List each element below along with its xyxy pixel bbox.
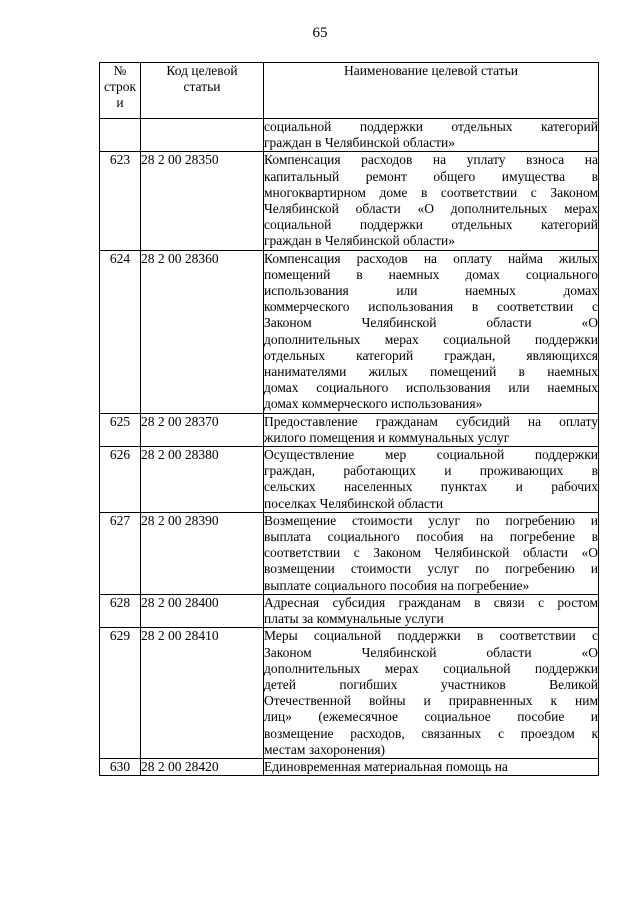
target-name-line: сельских населенных пунктах и рабочих bbox=[264, 479, 598, 495]
table-header-row bbox=[100, 63, 599, 119]
target-name bbox=[264, 758, 599, 775]
target-name-line: дополнительных мерах социальной поддержки bbox=[264, 660, 598, 676]
target-name bbox=[264, 413, 599, 446]
target-name-line: поселках Челябинской области bbox=[264, 495, 444, 511]
target-name-line: Меры социальной поддержки в соответствии с bbox=[264, 628, 598, 644]
target-code: 28 2 00 28350 bbox=[141, 152, 264, 250]
target-code: 28 2 00 28380 bbox=[141, 447, 264, 513]
row-number: 624 bbox=[100, 250, 141, 413]
target-name bbox=[264, 512, 599, 594]
target-name-line: нанимателями жилых помещений в наемных bbox=[264, 364, 598, 380]
target-name-line: домах социального использования или наемных bbox=[264, 380, 598, 396]
target-code: 28 2 00 28360 bbox=[141, 250, 264, 413]
target-name-line: Компенсация расходов на уплату взноса на bbox=[264, 152, 598, 168]
target-code: 28 2 00 28400 bbox=[141, 594, 264, 627]
target-name-line: местам захоронения) bbox=[264, 741, 386, 757]
target-name bbox=[264, 119, 599, 152]
target-name-line: лиц» (ежемесячное социальное пособие и bbox=[264, 709, 598, 725]
target-name-line: возмещение расходов, связанных с проездом к bbox=[264, 725, 598, 741]
target-name-line: дополнительных мерах социальной поддержки bbox=[264, 331, 598, 347]
target-code: 28 2 00 28410 bbox=[141, 628, 264, 759]
row-number: 629 bbox=[100, 628, 141, 759]
header-target-name: Наименование целевой статьи bbox=[264, 63, 599, 119]
target-name-line: использования или наемных домах bbox=[264, 283, 598, 299]
header-row-number-line: № bbox=[113, 63, 127, 78]
target-name-line: отдельных категорий граждан, являющихся bbox=[264, 347, 598, 363]
target-name bbox=[264, 447, 599, 513]
row-number: 628 bbox=[100, 594, 141, 627]
header-row-number bbox=[100, 63, 141, 119]
table-row bbox=[100, 152, 599, 250]
row-number: 630 bbox=[100, 758, 141, 775]
table-row bbox=[100, 250, 599, 413]
budget-table bbox=[99, 62, 599, 776]
target-name-line: детей погибших участников Великой bbox=[264, 676, 598, 692]
table-row bbox=[100, 628, 599, 759]
target-name-line: социальной поддержки отдельных категорий bbox=[264, 217, 598, 233]
row-number bbox=[100, 119, 141, 152]
header-target-code-line: Код целевой bbox=[166, 63, 238, 78]
table-row bbox=[100, 594, 599, 627]
page-number: 65 bbox=[312, 25, 328, 41]
row-number: 623 bbox=[100, 152, 141, 250]
target-code: 28 2 00 28420 bbox=[141, 758, 264, 775]
target-name-line: граждан в Челябинской области» bbox=[264, 135, 455, 151]
target-code bbox=[141, 119, 264, 152]
target-name-line: жилого помещения и коммунальных услуг bbox=[264, 429, 510, 445]
target-code: 28 2 00 28370 bbox=[141, 413, 264, 446]
table-row bbox=[100, 447, 599, 513]
target-name-line: Компенсация расходов на оплату найма жилых bbox=[264, 250, 598, 266]
target-name-line: граждан, работающих и проживающих в bbox=[264, 463, 598, 479]
target-name-line: возмещении стоимости услуг по погребению и bbox=[264, 561, 598, 577]
target-name-line: Осуществление мер социальной поддержки bbox=[264, 447, 598, 463]
target-name-line: капитальный ремонт общего имущества в bbox=[264, 168, 598, 184]
target-name-line: Единовременная материальная помощь на bbox=[264, 758, 508, 774]
target-name-line: социальной поддержки отдельных категорий bbox=[264, 119, 598, 134]
target-name-line: Законом Челябинской области «О bbox=[264, 644, 598, 660]
header-target-code bbox=[141, 63, 264, 119]
target-name-line: соответствии с Законом Челябинской области «О bbox=[264, 545, 598, 561]
target-name-line: Отечественной войны и приравненных к ним bbox=[264, 693, 598, 709]
target-name bbox=[264, 152, 599, 250]
target-name-line: Предоставление гражданам субсидий на оплату bbox=[264, 413, 598, 429]
target-name-line: Законом Челябинской области «О bbox=[264, 315, 598, 331]
target-name-line: помещений в наемных домах социального bbox=[264, 266, 598, 282]
target-name-line: выплата социального пособия на погребение в bbox=[264, 529, 598, 545]
target-name-line: Челябинской области «О дополнительных мерах bbox=[264, 201, 598, 217]
table-row bbox=[100, 758, 599, 775]
target-name-line: коммерческого использования в соответствии с bbox=[264, 299, 598, 315]
row-number: 626 bbox=[100, 447, 141, 513]
target-name bbox=[264, 594, 599, 627]
header-row-number-line: и bbox=[116, 95, 124, 111]
table-row bbox=[100, 512, 599, 594]
header-target-code-line: статьи bbox=[183, 79, 221, 95]
target-code: 28 2 00 28390 bbox=[141, 512, 264, 594]
table-row bbox=[100, 119, 599, 152]
target-name-line: домах коммерческого использования» bbox=[264, 396, 483, 412]
target-name bbox=[264, 628, 599, 759]
target-name bbox=[264, 250, 599, 413]
target-name-line: выплате социального пособия на погребение» bbox=[264, 577, 530, 593]
row-number: 627 bbox=[100, 512, 141, 594]
target-name-line: платы за коммунальные услуги bbox=[264, 611, 444, 627]
target-name-line: граждан в Челябинской области» bbox=[264, 233, 455, 249]
table-row bbox=[100, 413, 599, 446]
target-name-line: Возмещение стоимости услуг по погребению и bbox=[264, 512, 598, 528]
row-number: 625 bbox=[100, 413, 141, 446]
target-name-line: многоквартирном доме в соответствии с Законом bbox=[264, 184, 598, 200]
target-name-line: Адресная субсидия гражданам в связи с ростом bbox=[264, 594, 598, 610]
header-row-number-line: строк bbox=[103, 79, 137, 95]
